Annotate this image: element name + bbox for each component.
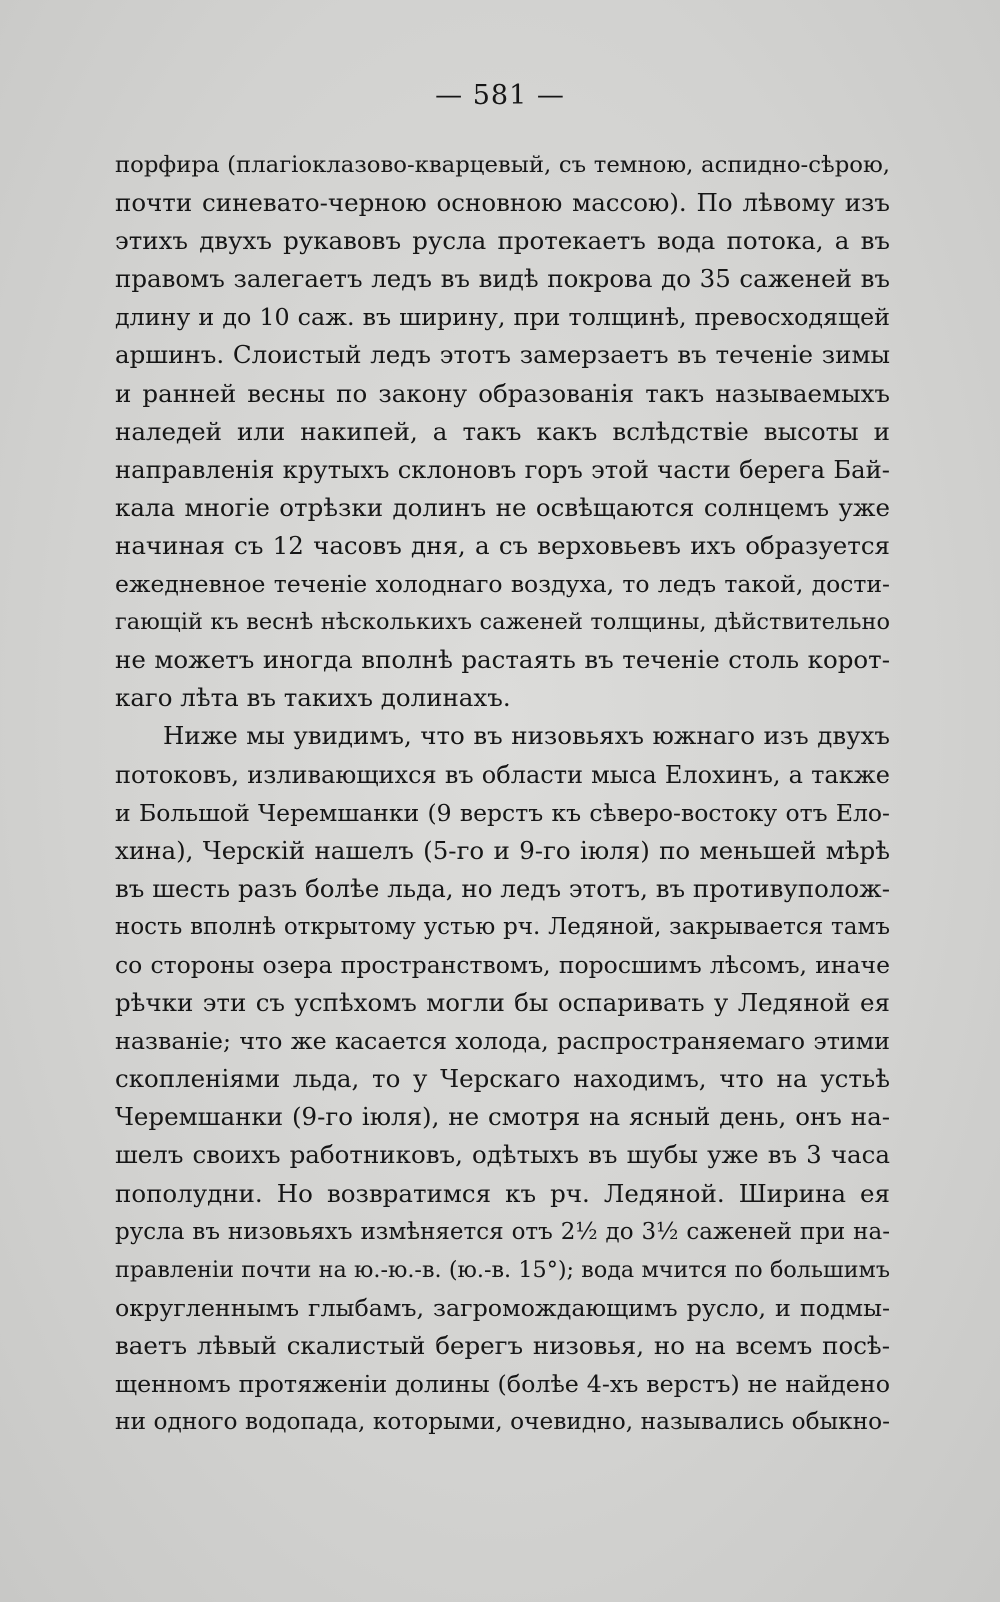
text-line: гающій къ веснѣ нѣсколькихъ саженей толщины, дѣйствительно	[115, 609, 890, 636]
text-line: пополудни. Но возвратимся къ рч. Ледяной. Ширина ея	[115, 1178, 890, 1208]
text-block	[115, 146, 890, 1441]
text-line: Черемшанки (9-го іюля), не смотря на ясный день, онъ на-	[115, 1102, 890, 1132]
text-line: начиная съ 12 часовъ дня, а съ верховьевъ ихъ образуется	[115, 530, 890, 560]
text-line: въ шесть разъ болѣе льда, но ледъ этотъ, въ противуполож-	[115, 873, 890, 903]
text-line: со стороны озера пространствомъ, поросшимъ лѣсомъ, иначе	[115, 950, 890, 979]
text-line: русла въ низовьяхъ измѣняется отъ 2½ до 3½ саженей при на-	[115, 1218, 890, 1245]
paragraph-last-line: каго лѣта въ такихъ долинахъ.	[115, 683, 511, 713]
page-number: — 581 —	[435, 80, 565, 111]
paragraph-first-line: Ниже мы увидимъ, что въ низовьяхъ южнаго изъ двухъ	[163, 721, 890, 751]
text-line: правомъ залегаетъ ледъ въ видѣ покрова до 35 саженей въ	[115, 264, 890, 294]
text-line: ни одного водопада, которыми, очевидно, назывались обыкно-	[115, 1408, 890, 1436]
text-line: хина), Черскій нашелъ (5-го и 9-го іюля) по меньшей мѣрѣ	[115, 835, 890, 865]
text-line: рѣчки эти съ успѣхомъ могли бы оспаривать у Ледяной ея	[115, 988, 890, 1018]
text-line: скопленіями льда, то у Черскаго находимъ, что на устьѣ	[115, 1064, 890, 1094]
text-line: ваетъ лѣвый скалистый берегъ низовья, но на всемъ посѣ-	[115, 1330, 890, 1360]
text-line: наледей или накипей, а такъ какъ вслѣдствіе высоты и	[115, 416, 890, 446]
text-line: длину и до 10 саж. въ ширину, при толщинѣ, превосходящей	[115, 303, 890, 332]
text-line: ежедневное теченіе холоднаго воздуха, то ледъ такой, дости-	[115, 570, 890, 599]
text-line: правленіи почти на ю.-ю.-в. (ю.-в. 15°); вода мчится по большимъ	[115, 1256, 890, 1283]
text-line: названіе; что же касается холода, распространяемаго этими	[115, 1027, 890, 1056]
text-line: и ранней весны по закону образованія такъ называемыхъ	[115, 378, 890, 408]
text-line: шелъ своихъ работниковъ, одѣтыхъ въ шубы уже въ 3 часа	[115, 1140, 890, 1170]
text-line: не можетъ иногда вполнѣ растаять въ теченіе столь корот-	[115, 645, 890, 675]
text-line: порфира (плагіоклазово-кварцевый, съ темною, аспидно-сѣрою,	[115, 152, 890, 178]
text-line: аршинъ. Слоистый ледъ этотъ замерзаетъ въ теченіе зимы	[115, 340, 890, 370]
text-line: ность вполнѣ открытому устью рч. Ледяной, закрывается тамъ	[115, 913, 890, 940]
text-line: почти синевато-черною основною массою). По лѣвому изъ	[115, 188, 890, 218]
text-line: потоковъ, изливающихся въ области мыса Елохинъ, а также	[115, 760, 890, 789]
text-line: этихъ двухъ рукавовъ русла протекаетъ вода потока, а въ	[115, 226, 890, 256]
text-line: щенномъ протяженіи долины (болѣе 4-хъ верстъ) не найдено	[115, 1370, 890, 1398]
text-line: направленія крутыхъ склоновъ горъ этой части берега Бай-	[115, 454, 890, 484]
text-line: округленнымъ глыбамъ, загромождающимъ русло, и подмы-	[115, 1293, 890, 1322]
text-line: и Большой Черемшанки (9 верстъ къ сѣверо-востоку отъ Ело-	[115, 798, 890, 827]
text-line: кала многіе отрѣзки долинъ не освѣщаются солнцемъ уже	[115, 492, 890, 522]
